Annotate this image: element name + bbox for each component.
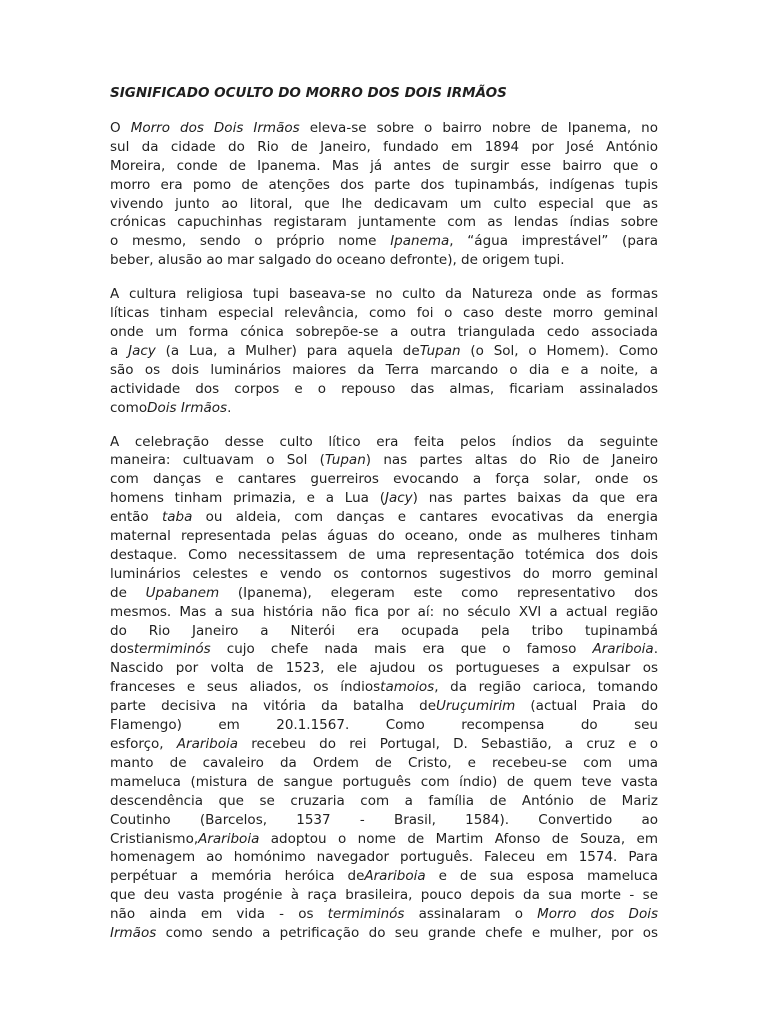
text-line	[110, 830, 658, 849]
text-run: ou aldeia, com danças e cantares evocativas da energia	[192, 509, 658, 526]
text-run: e de sua esposa mameluca	[425, 868, 659, 885]
text-run: ) nas partes baixas da que era	[412, 490, 658, 507]
text-run: como sendo a petrificação do seu grande chefe e mulher, por os	[156, 925, 658, 942]
text-run: como	[110, 399, 148, 416]
text-line	[110, 678, 658, 697]
italic-text: termiminós	[133, 641, 211, 658]
text-run: luminários celestes e vendo os contornos sugestivos do morro geminal	[110, 565, 658, 582]
text-run: ) nas partes altas do Rio de Janeiro	[365, 452, 658, 469]
text-run: , “água imprestável” (para	[449, 233, 658, 250]
text-run: morro era pomo de atenções dos parte dos tupinambás, indígenas tupis	[110, 176, 658, 193]
text-run: então	[110, 509, 162, 526]
text-run: assinalaram o	[404, 906, 538, 923]
text-run: .	[227, 399, 232, 416]
text-line	[110, 119, 658, 138]
text-run: esforço,	[110, 736, 177, 752]
text-run: dos	[110, 641, 134, 658]
document-body	[110, 119, 658, 943]
text-line	[110, 138, 658, 157]
italic-text: Morro dos Dois Irmãos	[130, 119, 300, 136]
text-run: destaque. Como necessitassem de uma representação totémica dos dois	[110, 546, 658, 563]
text-run: maneira: cultuavam o Sol (	[110, 452, 325, 469]
text-run: .	[653, 641, 658, 658]
text-line	[110, 195, 658, 214]
text-line	[110, 811, 658, 830]
document-title: SIGNIFICADO OCULTO DO MORRO DOS DOIS IRMÃOS	[110, 85, 507, 101]
text-line	[110, 754, 658, 773]
text-run: homens tinham primazia, e a Lua (	[110, 490, 385, 507]
text-line	[110, 565, 658, 584]
text-line	[110, 304, 658, 323]
text-run: Cristianismo,	[110, 830, 199, 847]
italic-text: tamoios	[380, 679, 435, 696]
italic-text: Ipanema	[390, 233, 450, 250]
text-run: não ainda em vida - os	[110, 906, 328, 923]
text-run: A cultura religiosa tupi baseava-se no culto da Natureza onde as formas	[110, 286, 658, 303]
text-line	[110, 380, 658, 399]
text-line	[110, 527, 658, 546]
text-run: a	[110, 342, 129, 359]
text-line	[110, 697, 658, 716]
italic-text: taba	[161, 509, 193, 526]
text-run: são os dois luminários maiores da Terra marcando o dia e a noite, a	[110, 361, 658, 378]
text-line	[110, 546, 658, 565]
text-run: onde um forma cónica sobrepõe-se a outra triangulada cedo associada	[110, 323, 658, 340]
text-run: (a Lua, a Mulher) para aquela de	[155, 342, 420, 359]
text-run: adoptou o nome de Martim Afonso de Souza, em	[259, 830, 658, 847]
text-run: (o Sol, o Homem). Como	[460, 342, 658, 359]
text-run: de	[110, 584, 146, 601]
text-line	[110, 622, 658, 641]
text-line	[110, 451, 658, 470]
text-line	[110, 773, 658, 792]
text-run: o mesmo, sendo o próprio nome	[110, 233, 391, 250]
text-run: manto de cavaleiro da Ordem de Cristo, e recebeu-se com uma	[110, 754, 658, 771]
text-run: líticas tinham especial relevância, como foi o caso deste morro geminal	[110, 305, 658, 322]
paragraph	[110, 119, 658, 270]
text-run: mesmos. Mas a sua história não fica por aí: no século XVI a actual região	[110, 603, 658, 620]
text-run: franceses e seus aliados, os índios	[110, 679, 381, 696]
text-run: , da região carioca, tomando	[434, 679, 658, 696]
text-line	[110, 867, 658, 886]
italic-text: Tupan	[324, 452, 366, 469]
text-line	[110, 285, 658, 304]
text-line	[110, 157, 658, 176]
text-line	[110, 905, 658, 924]
text-run: com danças e cantares guerreiros evocando a força solar, onde os	[110, 471, 658, 488]
text-line	[110, 716, 658, 735]
italic-text: Jacy	[384, 490, 413, 507]
italic-text: Morro dos Dois	[537, 906, 658, 923]
text-line	[110, 361, 658, 380]
italic-text: Arariboia	[198, 830, 260, 847]
text-run: cujo chefe nada mais era que o famoso	[210, 641, 593, 658]
text-run: crónicas capuchinhas registaram juntamente com as lendas índias sobre	[110, 214, 658, 231]
text-run: actividade dos corpos e o repouso das almas, ficariam assinalados	[110, 380, 658, 397]
text-run: Nascido por volta de 1523, ele ajudou os portugueses a expulsar os	[110, 660, 658, 677]
text-line	[110, 232, 658, 251]
italic-text: Upabanem	[145, 584, 220, 601]
text-run: perpétuar a memória heróica de	[110, 868, 365, 885]
text-run: eleva-se sobre o bairro nobre de Ipanema, no	[299, 119, 658, 136]
text-line	[110, 323, 658, 342]
text-line	[110, 603, 658, 622]
text-run: A celebração desse culto lítico era feita pelos índios da seguinte	[110, 433, 658, 450]
text-line	[110, 924, 658, 943]
text-line	[110, 251, 658, 270]
text-line	[110, 640, 658, 659]
italic-text: Arariboia	[592, 641, 654, 658]
text-line	[110, 848, 658, 867]
italic-text: Jacy	[128, 342, 156, 359]
italic-text: Uruçumirim	[436, 698, 516, 715]
italic-text: Arariboia	[176, 736, 239, 752]
text-run: sul da cidade do Rio de Janeiro, fundado em 1894 por José António	[110, 138, 658, 155]
text-line	[110, 489, 658, 508]
text-run: Flamengo) em 20.1.1567. Como recompensa do seu	[110, 717, 658, 734]
paragraph	[110, 433, 658, 943]
text-line	[110, 176, 658, 195]
text-run: beber, alusão ao mar salgado do oceano defronte), de origem tupi.	[110, 252, 565, 269]
text-line	[110, 399, 658, 418]
text-line	[110, 213, 658, 232]
text-run: vivendo junto ao litoral, que lhe dedicavam um culto especial que as	[110, 195, 658, 212]
text-line	[110, 584, 658, 603]
text-line	[110, 433, 658, 452]
text-run: maternal representada pelas águas do oceano, onde as mulheres tinham	[110, 528, 658, 545]
italic-text: termiminós	[327, 906, 405, 923]
text-run: do Rio Janeiro a Niterói era ocupada pela tribo tupinambá	[110, 622, 658, 639]
italic-text: Dois Irmãos	[147, 399, 228, 416]
text-run: (actual Praia do	[515, 698, 658, 715]
text-run: (Ipanema), elegeram este como representativo dos	[219, 584, 658, 601]
text-run: Moreira, conde de Ipanema. Mas já antes de surgir esse bairro que o	[110, 157, 658, 174]
text-line	[110, 792, 658, 811]
text-line	[110, 886, 658, 905]
text-run: que deu vasta progénie à raça brasileira, pouco depois da sua morte - se	[110, 887, 658, 904]
text-line	[110, 508, 658, 527]
text-line	[110, 735, 658, 754]
text-run: Coutinho (Barcelos, 1537 - Brasil, 1584). Convertido ao	[110, 811, 658, 828]
document-page	[110, 84, 658, 958]
text-line	[110, 470, 658, 489]
text-line	[110, 659, 658, 678]
text-run: O	[110, 119, 131, 136]
text-run: descendência que se cruzaria com a família de António de Mariz	[110, 792, 658, 809]
paragraph	[110, 285, 658, 417]
text-line	[110, 342, 658, 361]
text-run: recebeu do rei Portugal, D. Sebastião, a cruz e o	[238, 736, 658, 752]
text-run: parte decisiva na vitória da batalha de	[110, 698, 436, 715]
text-run: homenagem ao homónimo navegador português. Faleceu em 1574. Para	[110, 849, 658, 866]
italic-text: Tupan	[419, 342, 461, 359]
italic-text: Irmãos	[110, 925, 157, 942]
italic-text: Arariboia	[364, 868, 426, 885]
text-run: mameluca (mistura de sangue português com índio) de quem teve vasta	[110, 773, 658, 790]
